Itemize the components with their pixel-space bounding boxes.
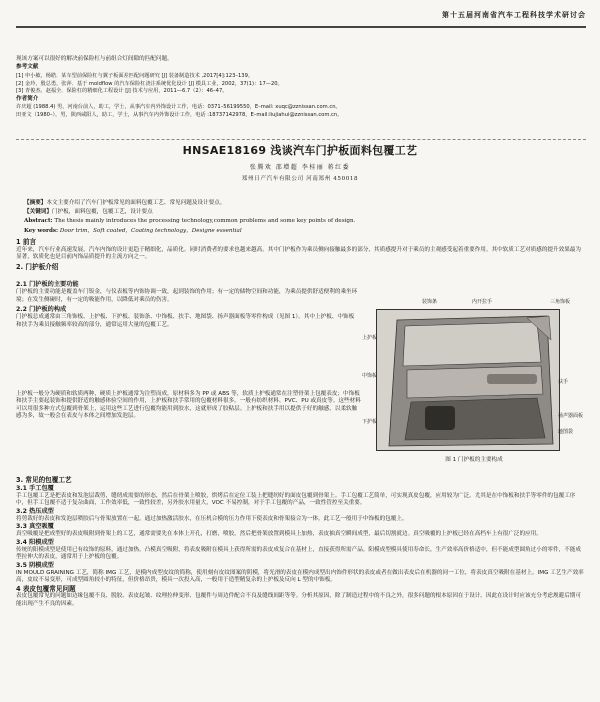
paragraph: 近年来，汽车行业高速发展，汽车内饰的设计更趋于精细化，品质化。同时消费者的要求也越来越高。其中门护板作为乘员侧向接触最多的部分，其质感提升对于乘员的主观感受起着重要作用。其中软质工艺对质感的提升效果最为显著，软质化也是目前内饰品质提升的主流方向之一。 xyxy=(16,246,581,261)
figure-1 xyxy=(362,295,586,471)
figure-label: 上护板 xyxy=(362,335,378,341)
subsection-title: 2.1 门护板的主要功能 xyxy=(16,281,79,288)
paragraph: 真空吸覆是把成型好的表皮吸附到骨架上的工艺，通常需要先在本体上开孔，打磨，喷胶，然后把骨架放置到模具上加热，表皮抽真空瞬间成型，最后切割就边。真空吸覆的上护板已经在高档车上有很广泛的应用。 xyxy=(16,531,542,538)
author-bio: 田亚文（1980–），男，陕西咸阳人，助工，学士，从事汽车内外饰设计工作，电话 :18737142978，E–mail:liujiahui@zznissan.com.cn。 xyxy=(16,112,343,119)
section-2-2-continued xyxy=(16,391,362,421)
keywords-text: 门护板，面料包覆，包覆工艺，设计要点 xyxy=(51,209,153,215)
figure-label: 中饰板 xyxy=(362,373,378,379)
keywords-en-text: Door trim，Soft coated，Coating technology，Designe essential xyxy=(59,228,242,234)
subsection-title: 3.5 阴模成型 xyxy=(16,561,54,569)
figure-caption: 图 1 门护板的主要构成 xyxy=(445,457,503,463)
subsection-title: 2.2 门护板的构成 xyxy=(16,305,67,313)
references-title: 参考文献 xyxy=(16,64,39,71)
paragraph: 传统的阳模成型是使用已有纹饰的原料，通过加热，凸模真空吸附，将表皮吸附在模具上获得所需的表皮成复合在基材上，直接获得所需产品。阳模成型模具使用寿命长，生产效率高价格适中，但不能成型圆角过小的零件，不能成型拉伸大的表皮，通常用于上护板的包覆。 xyxy=(16,546,581,561)
keywords-label: 【关键词】 xyxy=(24,209,52,215)
paragraph: 表皮包覆常见的问题如边缘包覆不良、脱胶、表皮起皱、纹理拉伸变形、包覆件与周边件配合不良及缝线间距等等。分析其原因，除了制造过程中的不良之外，很多问题的根本原因在于设计。因此在设计时应该充分考虑规避后期可能出现产生不良的因素。 xyxy=(16,593,581,607)
abstract-en-label: Abstract: xyxy=(24,218,53,224)
figure-label: 装饰条 xyxy=(422,299,438,305)
figure-label: 地图袋 xyxy=(558,429,574,435)
reference-item: [2] 金玲，殷总勇，张萍．基于 moldflow 的汽车保险杠浇注系统优化设计 [J] 模具工业，2002，37(1)：17—20。 xyxy=(16,80,283,87)
section-title: 4 表皮包覆常见问题 xyxy=(16,584,76,593)
subsection-title: 3.4 阳模成型 xyxy=(16,538,54,546)
subsection-title: 3.2 热压成型 xyxy=(16,507,54,515)
section-separator xyxy=(16,139,586,140)
door-trim-photo xyxy=(376,309,560,451)
paragraph: 门护板总成通常由三角饰板、上护板、下护板、装饰条、中饰板、扶手、地图袋、扬声器面板等零件构成（见图 1）。其中上护板、中饰板和扶手为乘员接触频率较高的部分，通常运用大量的包覆工艺。 xyxy=(16,314,355,328)
paragraph: 门护板的主要功能是覆盖车门钣金，与仪表板等内饰协调一致，起到装饰的作用；有一定的储物空间和功能，为乘员提供舒适便利的乘坐环境；在发生侧碰时，有一定的吸能作用，以降低对乘员的伤害。 xyxy=(16,289,358,303)
subsection-title: 3.1 手工包覆 xyxy=(16,484,54,492)
left-column xyxy=(16,281,358,329)
paragraph: 上护板一般分为硬质和软质两种，硬质上护板通常为注塑而成，原材料多为 PP 或 ABS 等，软质上护板通常在注塑骨架上包覆表皮；中饰板和扶手主要起装饰和提供舒适的触感体验空间的作用，上护板和扶手常用的包覆材料很多，一般有纺织材料、PVC、PU 或真皮等。这些材料可以用很多种方式包覆到骨架上，运用这些工艺进行包覆均能用到胶水，这就形成了胶粘层。上护板和扶手用以提供于好的触感，以柔软触感为多，故一般会在表皮与本体之间增加发泡层。 xyxy=(16,391,361,420)
article-authors: 张腾欢 邵增超 李桂丽 蒋红委 xyxy=(249,164,351,171)
previous-article-tail xyxy=(16,56,586,120)
figure-label: 三角饰板 xyxy=(550,299,571,305)
reference-item: [3] 青俊杰、赵福全．保险杠的精细化工程设计 [J] 技术与应用，2011—6.7（2）：46–47。 xyxy=(16,88,228,95)
door-trim-drawing xyxy=(377,310,559,450)
figure-label: 扶手 xyxy=(558,379,569,385)
keywords-cn xyxy=(24,209,586,216)
paragraph: 将剪裁好的表皮和发泡层喷胶后与骨架放置在一起，通过加热激活胶水，在压机合模的压力作用下使表皮和骨架接合为一体。此工艺一般用于中饰板的包覆上。 xyxy=(16,515,408,522)
keywords-en-label: Key words: xyxy=(24,228,59,234)
abstract-text: 本文主要介绍了汽车门护板常见的面料包覆工艺、常见问题及设计要点。 xyxy=(46,200,226,206)
authors-intro-title: 作者简介 xyxy=(16,96,39,102)
paragraph: 手工包覆工艺是把表皮和发泡层裁剪，缝纫成需要的形态，然后在骨架上喷胶，烘烤后在定位工装上把缝纫好的面皮包覆到骨架上。手工包覆工艺简单，可实现真皮包覆，应用较为广泛，尤其是在中饰板和扶手等零件的包覆工序中，但手工包覆不适于复杂曲面，工作效率低，一致性较差，另外胶水用量大，VOC 不易控制，对于手工包覆的产品，一致性管控至关重要。 xyxy=(16,492,576,507)
article-affiliation: 郑州日产汽车有限公司 河南郑州 450018 xyxy=(241,176,359,182)
abstract-en-text: The thesis mainly introduces the processing technology,common problems and some key points of design. xyxy=(54,218,356,224)
keywords-en xyxy=(24,228,586,235)
author-bio: 许庆超 (1988.4) 男，河南台前人，助工，学士，从事汽车内外饰设计工作，电话：0371–56199550，E–mail: xuqc@zznissan.com.cn。 xyxy=(16,104,341,111)
section-title: 3. 常见的包覆工艺 xyxy=(16,476,72,484)
intro-line: 现该方案可以很好的解决前保险杠与前组合灯间隙的匹配问题。 xyxy=(16,56,173,62)
abstract-cn xyxy=(24,200,586,207)
section-title: 2. 门护板介绍 xyxy=(16,263,59,272)
figure-label: 扬声器面板 xyxy=(558,413,584,419)
figure-label: 下护板 xyxy=(362,419,378,425)
abstract-label: 【摘要】 xyxy=(24,200,47,206)
section-title: 1 前言 xyxy=(16,238,37,246)
section-3 xyxy=(16,476,586,608)
header-rule xyxy=(16,26,586,28)
abstract-en xyxy=(24,218,586,225)
reference-item: [1] 申小敏，杨皓．某车型前保险杠与翼子板面差匹配问题研究 [J] 装备制造技术 ,2017[4]:123–139。 xyxy=(16,72,254,79)
paragraph: IN MOULD GRAINING 工艺，简称 IMG 工艺，是模内成型皮纹的简称，使用刻有皮纹图案的阴模，将光滑的表皮在模内成型出内饰件形状的表皮或者在做出表皮后在机器的同一工位，将表皮真空吸附在基材上。IMG 工艺生产效率高，皮纹不易变形，可成型圆角较小的特征，但价格昂贵，模具一次投入高，一般用于造型精复杂的上护板及反向 L 型的中饰板。 xyxy=(16,569,584,584)
section-1 xyxy=(16,238,586,272)
subsection-title: 3.3 真空吸覆 xyxy=(16,523,54,531)
article-title: HNSAE18169 浅谈汽车门护板面料包覆工艺 xyxy=(182,144,418,157)
figure-label: 内开拉手 xyxy=(472,299,493,305)
running-header: 第十五届河南省汽车工程科技学术研讨会 xyxy=(442,10,586,19)
